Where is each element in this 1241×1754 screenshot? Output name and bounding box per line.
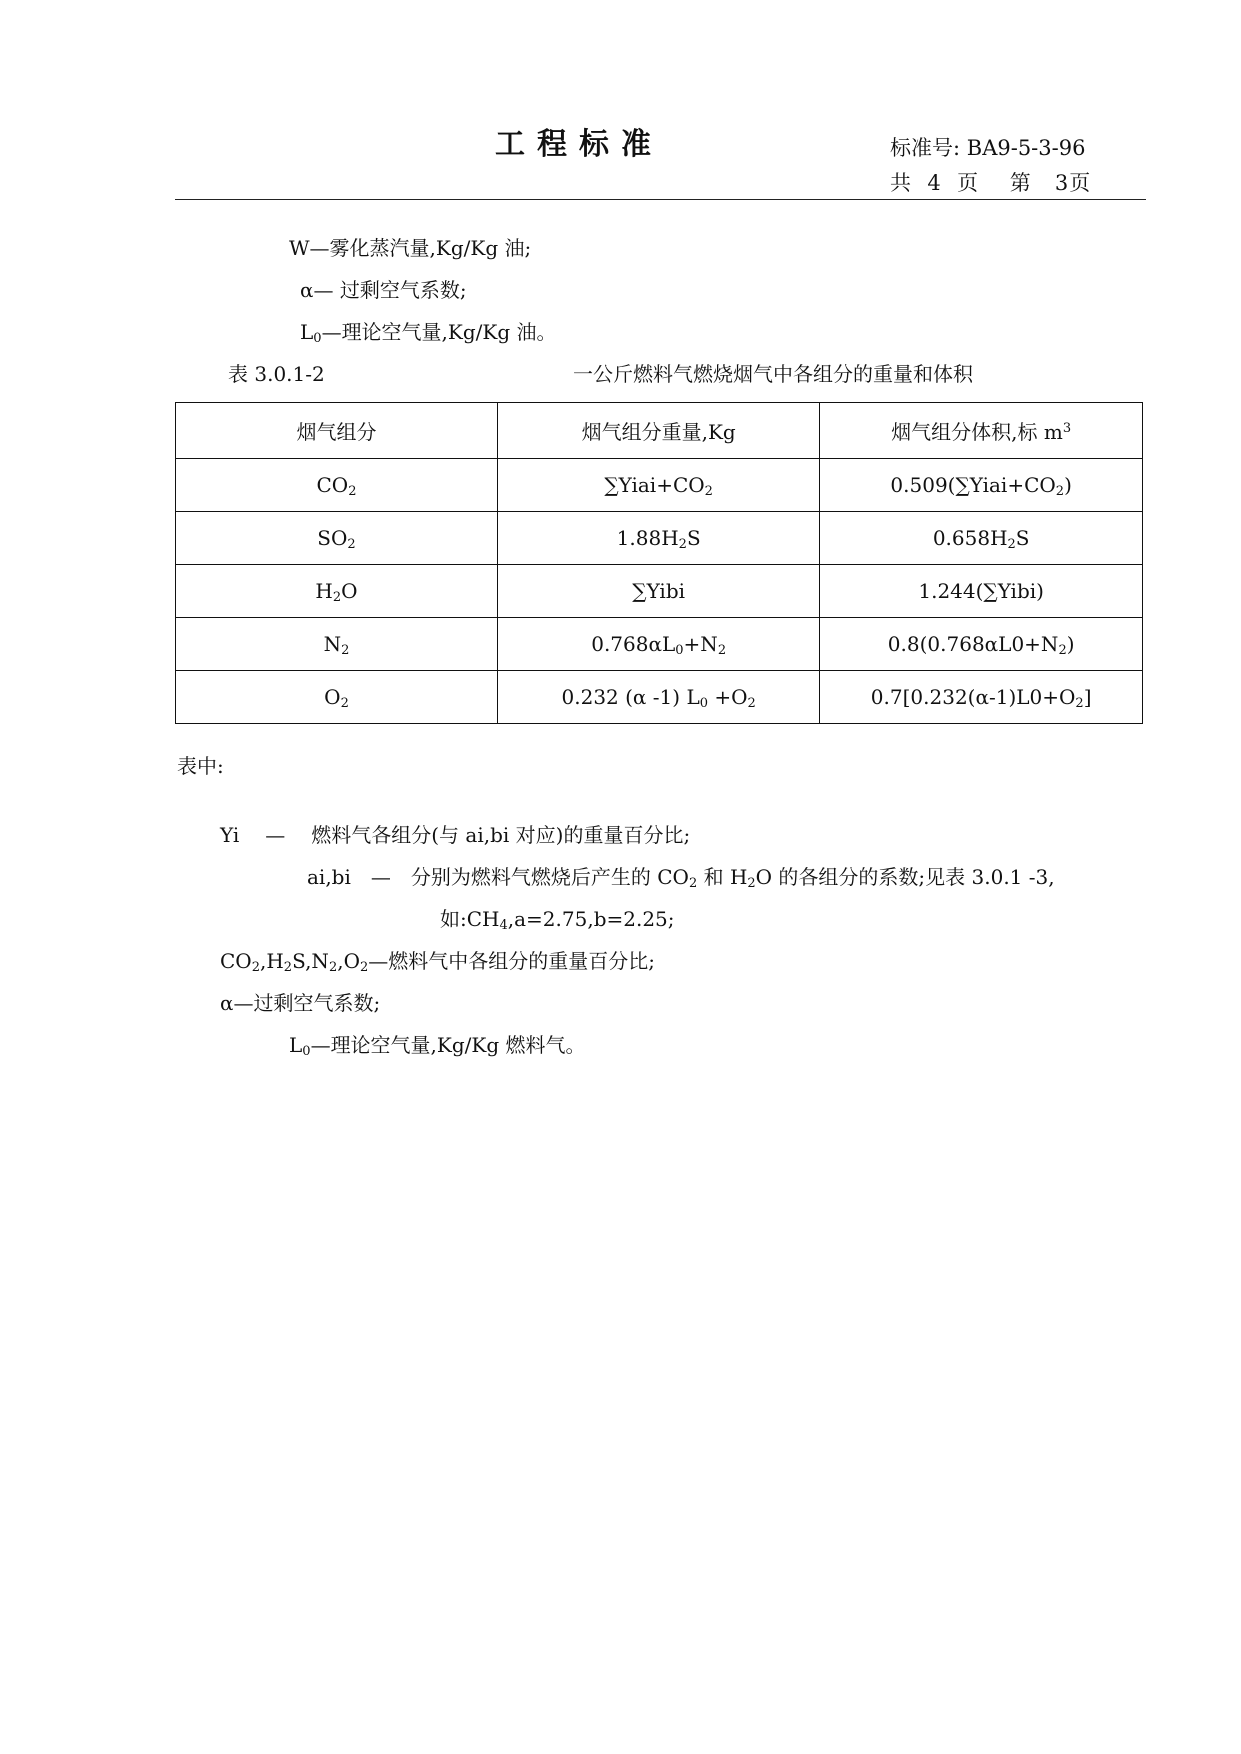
- table-caption: 一公斤燃料气燃烧烟气中各组分的重量和体积: [573, 362, 973, 386]
- cell-sub: 2: [704, 484, 713, 499]
- table-cell-volume: [820, 512, 1143, 565]
- table-cell-weight: [498, 671, 820, 724]
- cell-text: CO: [316, 473, 349, 497]
- cell-text: ∑Yibi: [632, 579, 686, 603]
- cell-text: 0.658H: [932, 526, 1008, 550]
- note-gases-text: ,O: [337, 949, 360, 973]
- cell-sub: 0: [699, 696, 708, 711]
- note-example-text: ,a=2.75,b=2.25;: [507, 907, 675, 931]
- def-l0-text: —理论空气量,Kg/Kg 油。: [321, 320, 557, 344]
- table-cell-weight: [498, 618, 820, 671]
- page-indicator: [890, 173, 1091, 194]
- table-row: [176, 618, 1143, 671]
- cell-text: 0.8(0.768αL0+N: [887, 632, 1059, 656]
- cell-text: 1.88H: [616, 526, 679, 550]
- note-yi-text: 燃料气各组分(与 ai,bi 对应)的重量百分比;: [311, 823, 691, 847]
- note-example-sub: 4: [499, 918, 508, 933]
- cell-text: ): [1066, 632, 1075, 656]
- table-cell-weight: [498, 512, 820, 565]
- cell-text: H: [315, 579, 333, 603]
- cell-sub: 2: [1075, 696, 1084, 711]
- cell-text: N: [323, 632, 342, 656]
- standard-number-value: BA9-5-3-96: [966, 136, 1086, 160]
- def-alpha: α— 过剩空气系数;: [300, 278, 467, 302]
- cell-text: O: [324, 685, 341, 709]
- def-l0: [300, 320, 557, 346]
- table-cell-component: [176, 671, 498, 724]
- table-row: [176, 512, 1143, 565]
- pages-total-prefix: 共: [890, 171, 912, 195]
- table-row: [176, 459, 1143, 512]
- note-example-text: 如:CH: [440, 907, 500, 931]
- cell-text: 1.244(∑Yibi): [918, 579, 1044, 603]
- cell-sub: 2: [341, 643, 350, 658]
- cell-text: 0.768αL: [591, 632, 676, 656]
- cell-text: S: [1015, 526, 1030, 550]
- table-cell-weight: [498, 459, 820, 512]
- cell-text: +N: [683, 632, 718, 656]
- flue-gas-table: [175, 402, 1143, 724]
- note-gases-sub: 2: [359, 960, 369, 975]
- notes-heading: 表中:: [177, 754, 224, 778]
- table-cell-volume: [820, 459, 1143, 512]
- cell-sub: 2: [717, 643, 727, 658]
- table-row: [176, 565, 1143, 618]
- cell-sub: 2: [1007, 537, 1016, 552]
- header-volume-label: 烟气组分体积,标 m: [891, 420, 1063, 444]
- def-l0-symbol: L: [300, 320, 314, 344]
- note-yi-symbol: Yi: [220, 823, 240, 847]
- cell-text: ∑Yiai+CO: [604, 473, 705, 497]
- table-header-cell: 烟气组分: [176, 403, 498, 459]
- pages-total: 4: [927, 171, 942, 195]
- note-l0: [289, 1033, 586, 1059]
- table-row: [176, 671, 1143, 724]
- cell-text: ]: [1083, 685, 1092, 709]
- note-gases-text: S,N: [292, 949, 329, 973]
- table-cell-component: [176, 512, 498, 565]
- note-gases-text: CO: [220, 949, 252, 973]
- note-alpha: α—过剩空气系数;: [220, 991, 381, 1015]
- cell-text: ): [1064, 473, 1072, 497]
- cell-sub: 2: [347, 537, 356, 552]
- note-gases-sub: 2: [283, 960, 293, 975]
- standard-number-label: 标准号:: [890, 136, 961, 160]
- note-gases-sub: 2: [251, 960, 260, 975]
- note-yi-dash: —: [265, 823, 286, 847]
- note-aibi-text: 和 H: [697, 865, 748, 889]
- cell-text: 0.232 (α -1) L: [561, 685, 700, 709]
- cell-text: 0.7[0.232(α-1)L0+O: [870, 685, 1076, 709]
- table-header-cell: [820, 403, 1143, 459]
- note-aibi-symbol: ai,bi: [307, 865, 351, 889]
- table-cell-component: [176, 565, 498, 618]
- cell-text: S: [686, 526, 701, 550]
- cell-text: SO: [317, 526, 348, 550]
- table-cell-volume: [820, 671, 1143, 724]
- note-aibi-dash: —: [370, 865, 391, 889]
- page-current-prefix: 第: [1009, 171, 1032, 195]
- note-aibi-sub: 2: [688, 876, 698, 891]
- cell-sub: 0: [675, 643, 684, 658]
- cell-text: +O: [708, 685, 748, 709]
- cell-text: 0.509(∑Yiai+CO: [890, 473, 1056, 497]
- document-title: 工程标准: [495, 127, 663, 162]
- note-gases-sub: 2: [328, 960, 338, 975]
- header-volume-sup: 3: [1062, 421, 1072, 436]
- table-cell-weight: [498, 565, 820, 618]
- table-cell-component: [176, 618, 498, 671]
- note-gases: [220, 949, 656, 975]
- note-yi: [220, 825, 690, 845]
- note-l0-symbol: L: [289, 1033, 303, 1057]
- note-aibi-sub: 2: [747, 876, 756, 891]
- table-cell-component: [176, 459, 498, 512]
- note-l0-text: —理论空气量,Kg/Kg 燃料气。: [310, 1033, 586, 1057]
- standard-number: [890, 138, 1085, 159]
- note-gases-text: ,H: [259, 949, 284, 973]
- header-divider: [175, 199, 1146, 200]
- cell-sub: 2: [747, 696, 756, 711]
- cell-sub: 2: [1055, 484, 1065, 499]
- note-aibi: [307, 865, 1055, 891]
- cell-sub: 2: [348, 484, 357, 499]
- note-aibi-text: O 的各组分的系数;见表 3.0.1 -3,: [755, 865, 1055, 889]
- cell-text: O: [341, 579, 358, 603]
- cell-sub: 2: [340, 696, 349, 711]
- cell-sub: 2: [678, 537, 687, 552]
- table-header-cell: 烟气组分重量,Kg: [498, 403, 820, 459]
- table-cell-volume: [820, 618, 1143, 671]
- table-number: 表 3.0.1-2: [228, 362, 325, 386]
- note-gases-text: —燃料气中各组分的重量百分比;: [368, 949, 656, 973]
- cell-sub: 2: [332, 590, 342, 605]
- note-example: [440, 907, 675, 933]
- note-l0-sub: 0: [302, 1044, 311, 1059]
- note-aibi-text: 分别为燃料气燃烧后产生的 CO: [410, 865, 689, 889]
- cell-sub: 2: [1058, 643, 1067, 658]
- table-header-row: [176, 403, 1143, 459]
- table-cell-volume: [820, 565, 1143, 618]
- page-current: 3: [1054, 171, 1070, 195]
- pages-total-suffix: 页: [957, 171, 980, 195]
- def-l0-sub: 0: [313, 331, 322, 346]
- def-w: W—雾化蒸汽量,Kg/Kg 油;: [289, 236, 532, 260]
- page-current-suffix: 页: [1069, 171, 1092, 195]
